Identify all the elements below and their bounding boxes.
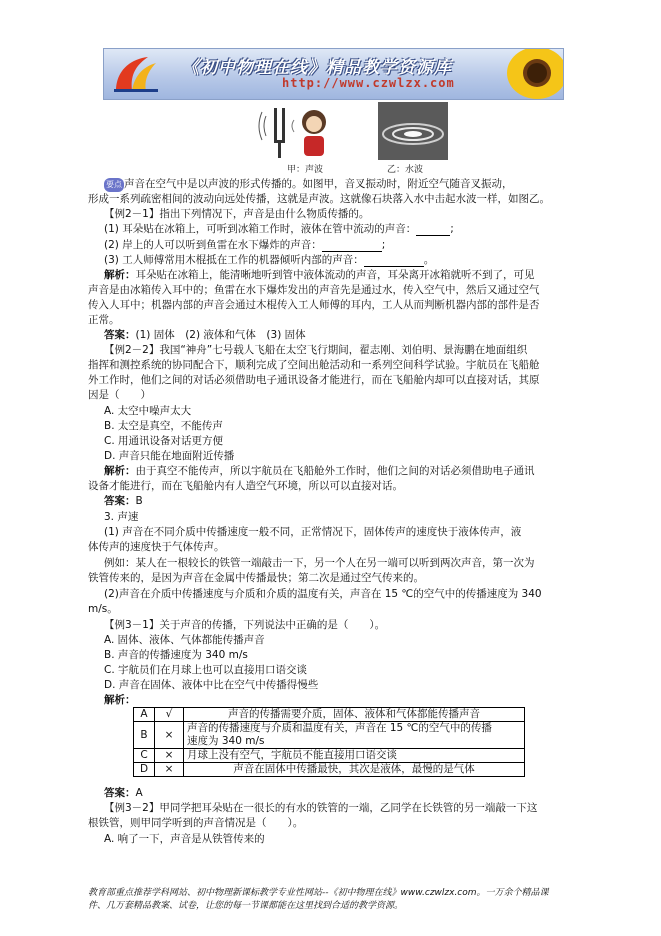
paragraph-line: 形成一系列疏密相间的波动向远处传播，这就是声波。这就像石块落入水中击起水波一样，如图乙。 xyxy=(88,193,550,205)
option-line: B. 声音的传播速度为 340 m/s xyxy=(104,649,248,661)
option-line: B. 太空是真空，不能传声 xyxy=(104,420,223,432)
paragraph-line: 铁管传来的，是因为声音在金属中传播最快；第二次是通过空气传来的。 xyxy=(88,572,424,584)
paragraph-line: 解析：耳朵贴在冰箱上，能清晰地听到管中液体流动的声音，耳朵离开冰箱就听不到了，可见 xyxy=(104,269,535,281)
sunflower-icon xyxy=(487,48,564,100)
key-point-badge: 要点 xyxy=(104,178,124,192)
option-line: A. 响了一下，声音是从铁管传来的 xyxy=(104,833,265,845)
answer-blank xyxy=(322,240,382,252)
paragraph-line: 例如：某人在一根较长的铁管一端敲击一下，另一个人在另一端可以听到两次声音，第一次为 xyxy=(104,557,535,569)
option-line: A. 固体、液体、气体都能传播声音 xyxy=(104,634,265,646)
figure-caption-right: 乙：水波 xyxy=(387,165,424,175)
paragraph-line: 体传声的速度快于气体传声。 xyxy=(88,541,225,553)
answer-blank xyxy=(364,255,424,267)
banner-title: 《初中物理在线》精品教学资源库 xyxy=(182,58,452,78)
paragraph-line: 答案：A xyxy=(104,787,143,799)
figure-caption-left: 甲：声波 xyxy=(287,165,324,175)
table-row: A √ 声音的传播需要介质，固体、液体和气体都能传播声音 xyxy=(134,708,525,722)
paragraph-line: 【例3－2】甲同学把耳朵贴在一很长的有水的铁管的一端，乙同学在长铁管的另一端敲一下这 xyxy=(104,802,538,814)
paragraph-line: 传入人耳中；机器内部的声音会通过木棍传入工人师傅的耳内，工人从而判断机器内部的部件是否 xyxy=(88,299,540,311)
paragraph-line: 声音是由冰箱传入耳中的；鱼雷在水下爆炸发出的声音先是通过水，传入空气中，然后又通过空气 xyxy=(88,284,540,296)
option-line: C. 宇航员们在月球上也可以直接用口语交谈 xyxy=(104,664,308,676)
paragraph-line: 正常。 xyxy=(88,314,120,326)
option-line: D. 声音只能在地面附近传播 xyxy=(104,450,235,462)
paragraph-line: 根铁管，则甲同学听到的声音情况是（ ）。 xyxy=(88,817,304,829)
paragraph-line: 【例2－1】指出下列情况下，声音是由什么物质传播的。 xyxy=(104,208,370,220)
paragraph-line: 设备才能进行，而在飞船舱内有人造空气环境，所以可以直接对话。 xyxy=(88,480,403,492)
paragraph-line: 答案：B xyxy=(104,495,143,507)
page-footer: 教育部重点推荐学科网站、初中物理新课标教学专业性网站--《初中物理在线》www.czwlzx.com。一万余个精品课 件、几万套精品教案、试卷，让您的每一节课都能在这里找到合适的教学资源。 xyxy=(88,888,549,911)
paragraph-line: 要点 声音在空气中是以声波的形式传播的。如图甲，音叉振动时，附近空气随音叉振动， xyxy=(106,178,513,190)
table-row: B × 声音的传播速度与介质和温度有关，声音在 15 ℃的空气中的传播 速度为 340 m/s xyxy=(134,722,525,749)
paragraph-line: 外工作时，他们之间的对话必须借助电子通讯设备才能进行，而在飞船舱内却可以直接对话，其原 xyxy=(88,374,540,386)
paragraph-line: (2)声音在介质中传播速度与介质和介质的温度有关，声音在 15 ℃的空气中的传播速度为 340 xyxy=(104,588,542,600)
paragraph-line: (1) 声音在不同介质中传播速度一般不同，正常情况下，固体传声的速度快于液体传声，液 xyxy=(104,526,522,538)
paragraph-line: (1) 耳朵贴在冰箱上，可听到冰箱工作时，液体在管中流动的声音： ; xyxy=(104,223,454,235)
paragraph-line: (3) 工人师傅常用木棍抵在工作的机器倾听内部的声音： 。 xyxy=(104,254,435,266)
banner-url[interactable]: http://www.czwlzx.com xyxy=(282,76,455,90)
analysis-label: 解析： xyxy=(104,694,136,706)
option-line: C. 用通讯设备对话更方便 xyxy=(104,435,224,447)
water-ripple-icon xyxy=(378,102,448,160)
paragraph-line: 解析：由于真空不能传声，所以宇航员在飞船舱外工作时，他们之间的对话必须借助电子通讯 xyxy=(104,465,535,477)
table-row: D × 声音在固体中传播最快，其次是液体，最慢的是气体 xyxy=(134,763,525,777)
paragraph-line: 【例2－2】我国“神舟”七号载人飞船在太空飞行期间，翟志刚、刘伯明、景海鹏在地面组织 xyxy=(104,344,528,356)
paragraph-line: 答案：(1) 固体 (2) 液体和气体 (3) 固体 xyxy=(104,329,306,341)
table-row: C × 月球上没有空气，宇航员不能直接用口语交谈 xyxy=(134,749,525,763)
listening-girl-icon xyxy=(292,110,326,156)
tuning-fork-icon xyxy=(259,108,285,158)
analysis-table xyxy=(133,707,525,777)
option-line: A. 太空中噪声太大 xyxy=(104,405,192,417)
paragraph-line: 指挥和测控系统的协同配合下，顺利完成了空间出舱活动和一系列空间科学试验。宇航员在飞船舱 xyxy=(88,359,540,371)
answer-blank xyxy=(416,224,450,236)
sound-water-wave-figure xyxy=(252,100,452,164)
header-banner xyxy=(103,48,564,100)
site-logo-icon xyxy=(108,53,162,95)
paragraph-line: m/s。 xyxy=(88,603,118,615)
paragraph-line: 因是（ ） xyxy=(88,389,151,401)
paragraph-line: (2) 岸上的人可以听到鱼雷在水下爆炸的声音： ; xyxy=(104,239,386,251)
section-heading: 3. 声速 xyxy=(104,511,139,523)
paragraph-line: 【例3－1】关于声音的传播，下列说法中正确的是（ ）。 xyxy=(104,619,386,631)
option-line: D. 声音在固体、液体中比在空气中传播得慢些 xyxy=(104,679,319,691)
